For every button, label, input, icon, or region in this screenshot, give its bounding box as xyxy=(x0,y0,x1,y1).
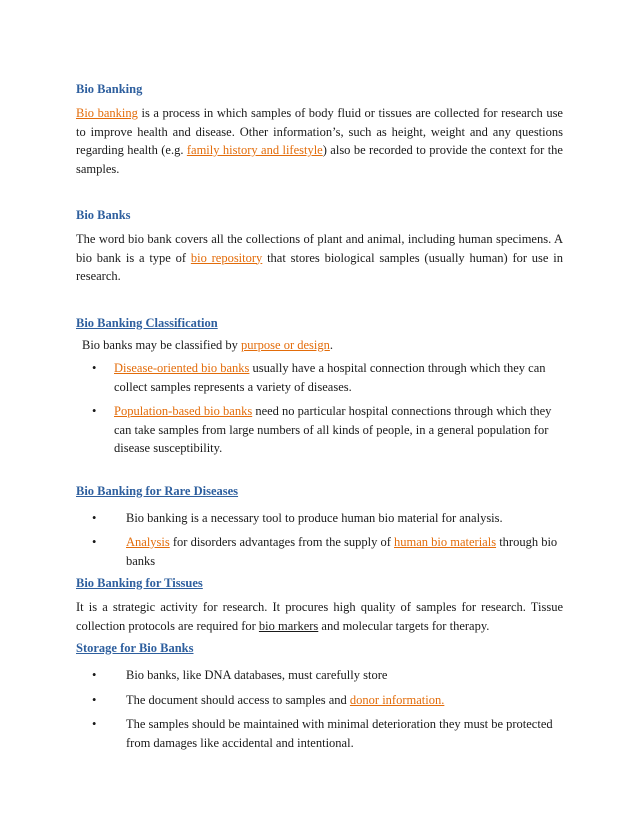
text: Bio banking is a necessary tool to produce human bio material for analysis. xyxy=(126,510,503,525)
heading-rare-diseases: Bio Banking for Rare Diseases xyxy=(76,483,239,498)
link-family-history[interactable]: family history and lifestyle xyxy=(186,143,323,157)
text: through bio banks xyxy=(126,535,558,568)
bullet-icon: • xyxy=(92,404,97,418)
bullet-icon: • xyxy=(92,535,97,549)
text: Bio banks may be classified by xyxy=(82,337,241,352)
paragraph-classification xyxy=(76,336,563,355)
list-item xyxy=(76,359,563,396)
list-item xyxy=(76,691,563,710)
text: It is a strategic activity for research. It procures high quality of samples for research. Tissue collection protocols are required for xyxy=(76,600,563,633)
storage-list xyxy=(76,666,563,752)
paragraph-tissues xyxy=(76,598,563,635)
paragraph-bio-banks xyxy=(76,230,563,286)
text: The samples should be maintained with minimal deterioration they must be protected from damages like accidental and intentional. xyxy=(126,717,553,750)
bullet-icon: • xyxy=(92,361,97,375)
heading-storage: Storage for Bio Banks xyxy=(76,641,194,655)
rare-diseases-list xyxy=(76,509,563,571)
bullet-icon: • xyxy=(92,668,97,682)
bullet-icon: • xyxy=(92,692,97,707)
link-bio-banking[interactable]: Bio banking xyxy=(76,106,138,120)
list-item xyxy=(76,509,563,528)
text: for disorders advantages from the supply of xyxy=(169,535,394,549)
heading-bio-banks: Bio Banks xyxy=(76,208,131,222)
text: . xyxy=(329,337,333,352)
paragraph-bio-banking xyxy=(76,104,563,178)
text: ) also be recorded to provide the context for the samples. xyxy=(76,143,563,176)
text: that stores biological samples (usually human) for use in research. xyxy=(76,250,563,283)
bullet-icon: • xyxy=(92,510,97,525)
list-item xyxy=(76,533,563,570)
text: The document should access to samples and xyxy=(126,692,350,707)
list-item xyxy=(76,715,563,752)
classification-list xyxy=(76,359,563,458)
text: Bio banks, like DNA databases, must carefully store xyxy=(126,668,388,682)
link-population-based[interactable]: Population-based bio banks xyxy=(114,404,253,418)
heading-bio-banking: Bio Banking xyxy=(76,82,143,96)
heading-classification: Bio Banking Classification xyxy=(76,315,218,330)
link-disease-oriented[interactable]: Disease-oriented bio banks xyxy=(114,361,250,375)
link-analysis[interactable]: Analysis xyxy=(126,535,170,549)
text: usually have a hospital connection through which they can collect samples represents a variety of diseases. xyxy=(114,361,546,394)
bullet-icon: • xyxy=(92,717,97,731)
text: is a process in which samples of body fluid or tissues are collected for research use to improve health and disease. Other information’s, such as height, weight and any questions regarding health (e.g. xyxy=(76,106,563,157)
list-item xyxy=(76,666,563,685)
link-bio-repository[interactable]: bio repository xyxy=(190,250,263,265)
link-bio-markers[interactable]: bio markers xyxy=(258,618,319,633)
text: The word bio bank covers all the collections of plant and animal, including human specimens. A bio bank is a type of xyxy=(76,232,563,265)
text: need no particular hospital connections through which they can take samples from large numbers of all kinds of people, in a general population for disease susceptibility. xyxy=(114,404,552,455)
heading-tissues: Bio Banking for Tissues xyxy=(76,576,203,590)
list-item xyxy=(76,402,563,458)
link-donor-information[interactable]: donor information. xyxy=(349,692,445,707)
link-human-bio-materials[interactable]: human bio materials xyxy=(394,535,497,549)
document-page xyxy=(76,76,563,752)
text: and molecular targets for therapy. xyxy=(318,618,490,633)
link-purpose-design[interactable]: purpose or design xyxy=(241,337,330,352)
